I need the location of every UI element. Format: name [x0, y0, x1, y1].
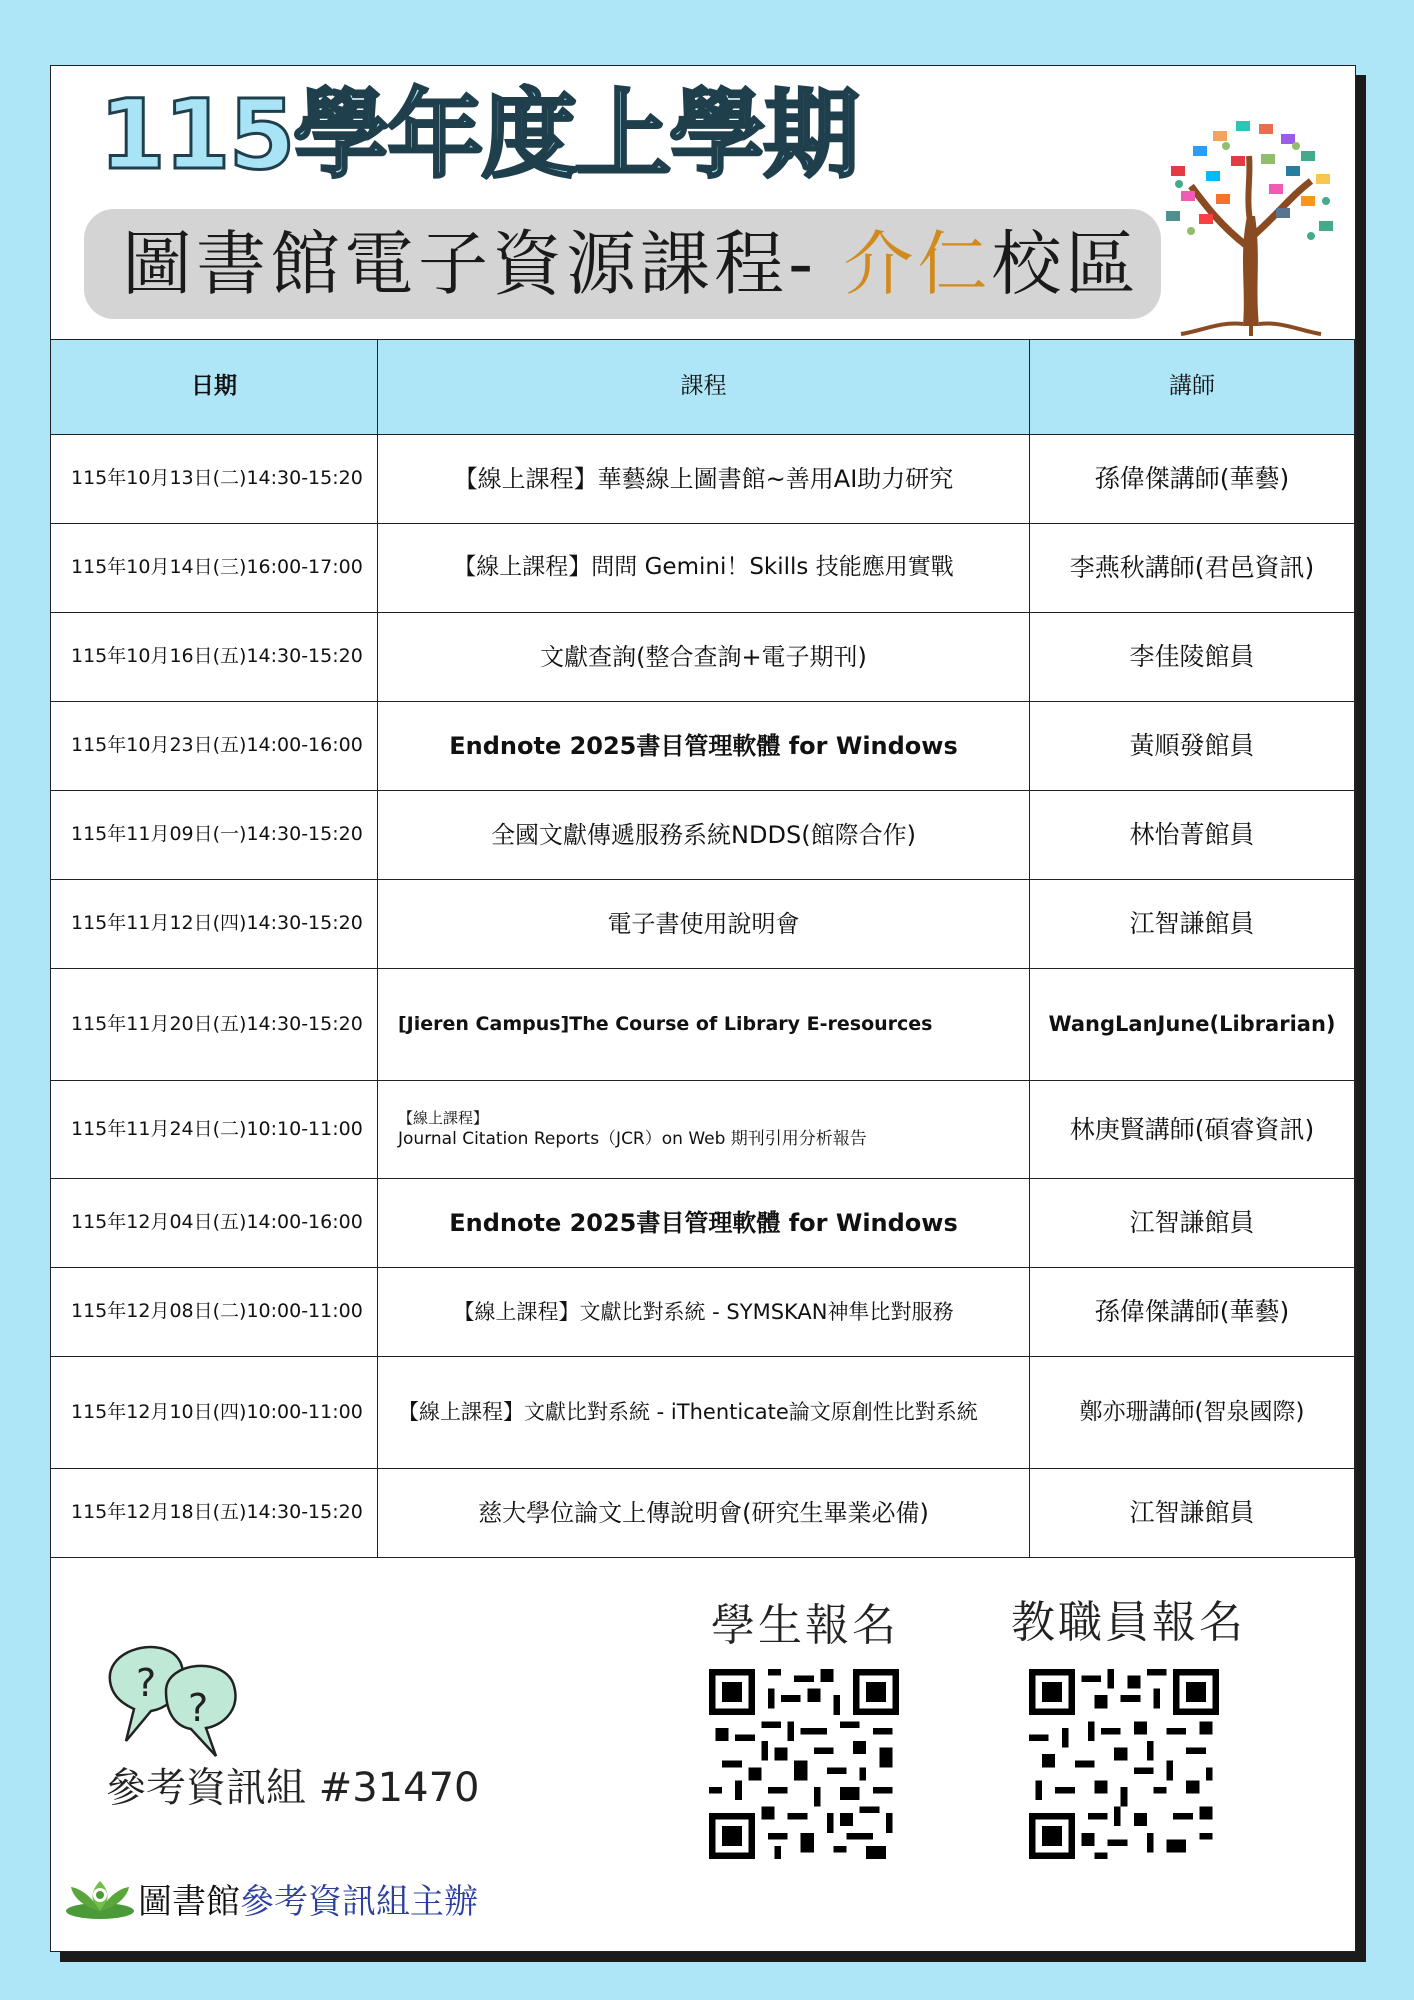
row-course	[378, 1081, 1030, 1179]
course-schedule-table	[50, 339, 1355, 1558]
row-instructor: 孫偉傑講師(華藝)	[1030, 1268, 1355, 1357]
row-instructor: 鄭亦珊講師(智泉國際)	[1030, 1357, 1355, 1469]
row-instructor: 黃順發館員	[1030, 702, 1355, 791]
column-header-course: 課程	[378, 340, 1030, 435]
table-header-row	[51, 340, 1355, 435]
table-row	[51, 969, 1355, 1081]
subtitle-banner	[84, 209, 1161, 319]
row-course: 【線上課程】文獻比對系統 - SYMSKAN神隼比對服務	[378, 1268, 1030, 1357]
row-course: 慈大學位論文上傳說明會(研究生畢業必備)	[378, 1469, 1030, 1558]
table-row	[51, 791, 1355, 880]
row-course: 【線上課程】華藝線上圖書館~善用AI助力研究	[378, 435, 1030, 524]
table-row	[51, 613, 1355, 702]
row-instructor: 江智謙館員	[1030, 1179, 1355, 1268]
row-instructor: 江智謙館員	[1030, 880, 1355, 969]
row-course: 【線上課程】文獻比對系統 - iThenticate論文原創性比對系統	[378, 1357, 1030, 1469]
svg-text:?: ?	[188, 1686, 209, 1730]
row-course: Endnote 2025書目管理軟體 for Windows	[378, 702, 1030, 791]
row-course-title: Journal Citation Reports（JCR）on Web 期刊引用分析報告	[398, 1129, 867, 1150]
row-instructor: 李佳陵館員	[1030, 613, 1355, 702]
organizer-library: 圖書館	[138, 1881, 240, 1922]
row-course: 【線上課程】問問 Gemini！Skills 技能應用實戰	[378, 524, 1030, 613]
row-course: 文獻查詢(整合查詢+電子期刊)	[378, 613, 1030, 702]
staff-qr-code-icon[interactable]	[1029, 1669, 1219, 1859]
subtitle-accent: 介仁	[843, 223, 992, 305]
row-course: Endnote 2025書目管理軟體 for Windows	[378, 1179, 1030, 1268]
book-tree-icon	[1151, 96, 1346, 336]
row-date: 115年11月24日(二)10:10-11:00	[51, 1081, 378, 1179]
staff-registration-label: 教職員報名	[1011, 1597, 1246, 1648]
row-instructor: WangLanJune(Librarian)	[1030, 969, 1355, 1081]
row-date: 115年12月04日(五)14:00-16:00	[51, 1179, 378, 1268]
row-instructor: 林庚賢講師(碩睿資訊)	[1030, 1081, 1355, 1179]
poster-title: 115學年度上學期	[99, 79, 858, 191]
question-bubbles-icon	[96, 1631, 246, 1761]
table-row	[51, 1081, 1355, 1179]
row-course: 全國文獻傳遞服務系統NDDS(館際合作)	[378, 791, 1030, 880]
row-date: 115年12月08日(二)10:00-11:00	[51, 1268, 378, 1357]
row-course: 電子書使用說明會	[378, 880, 1030, 969]
row-course: [Jieren Campus]The Course of Library E-resources	[378, 969, 1030, 1081]
contact-extension: 參考資訊組 #31470	[106, 1765, 480, 1811]
table-row	[51, 1179, 1355, 1268]
column-header-date: 日期	[51, 340, 378, 435]
table-row	[51, 524, 1355, 613]
table-row	[51, 702, 1355, 791]
student-qr-code-icon[interactable]	[709, 1669, 899, 1859]
column-header-instructor: 講師	[1030, 340, 1355, 435]
svg-text:?: ?	[136, 1661, 157, 1705]
row-date: 115年12月10日(四)10:00-11:00	[51, 1357, 378, 1469]
subtitle-text	[122, 217, 1140, 312]
row-instructor: 孫偉傑講師(華藝)	[1030, 435, 1355, 524]
poster-card	[50, 65, 1356, 1952]
organizer-credit	[63, 1873, 478, 1923]
subtitle-main: 圖書館電子資源課程-	[122, 223, 844, 305]
table-row	[51, 1357, 1355, 1469]
row-date: 115年10月14日(三)16:00-17:00	[51, 524, 378, 613]
row-date: 115年11月20日(五)14:30-15:20	[51, 969, 378, 1081]
row-date: 115年10月23日(五)14:00-16:00	[51, 702, 378, 791]
table-row	[51, 435, 1355, 524]
table-row	[51, 880, 1355, 969]
row-instructor: 林怡菁館員	[1030, 791, 1355, 880]
row-date: 115年12月18日(五)14:30-15:20	[51, 1469, 378, 1558]
row-date: 115年10月16日(五)14:30-15:20	[51, 613, 378, 702]
row-course-note: 【線上課程】	[398, 1108, 489, 1127]
student-registration-label: 學生報名	[711, 1600, 899, 1651]
row-date: 115年11月12日(四)14:30-15:20	[51, 880, 378, 969]
row-instructor: 李燕秋講師(君邑資訊)	[1030, 524, 1355, 613]
organizer-department: 參考資訊組主辦	[240, 1881, 478, 1922]
subtitle-end: 校區	[991, 223, 1140, 305]
row-date: 115年10月13日(二)14:30-15:20	[51, 435, 378, 524]
lotus-logo-icon	[63, 1873, 138, 1923]
row-date: 115年11月09日(一)14:30-15:20	[51, 791, 378, 880]
table-row	[51, 1469, 1355, 1558]
row-instructor: 江智謙館員	[1030, 1469, 1355, 1558]
table-row	[51, 1268, 1355, 1357]
